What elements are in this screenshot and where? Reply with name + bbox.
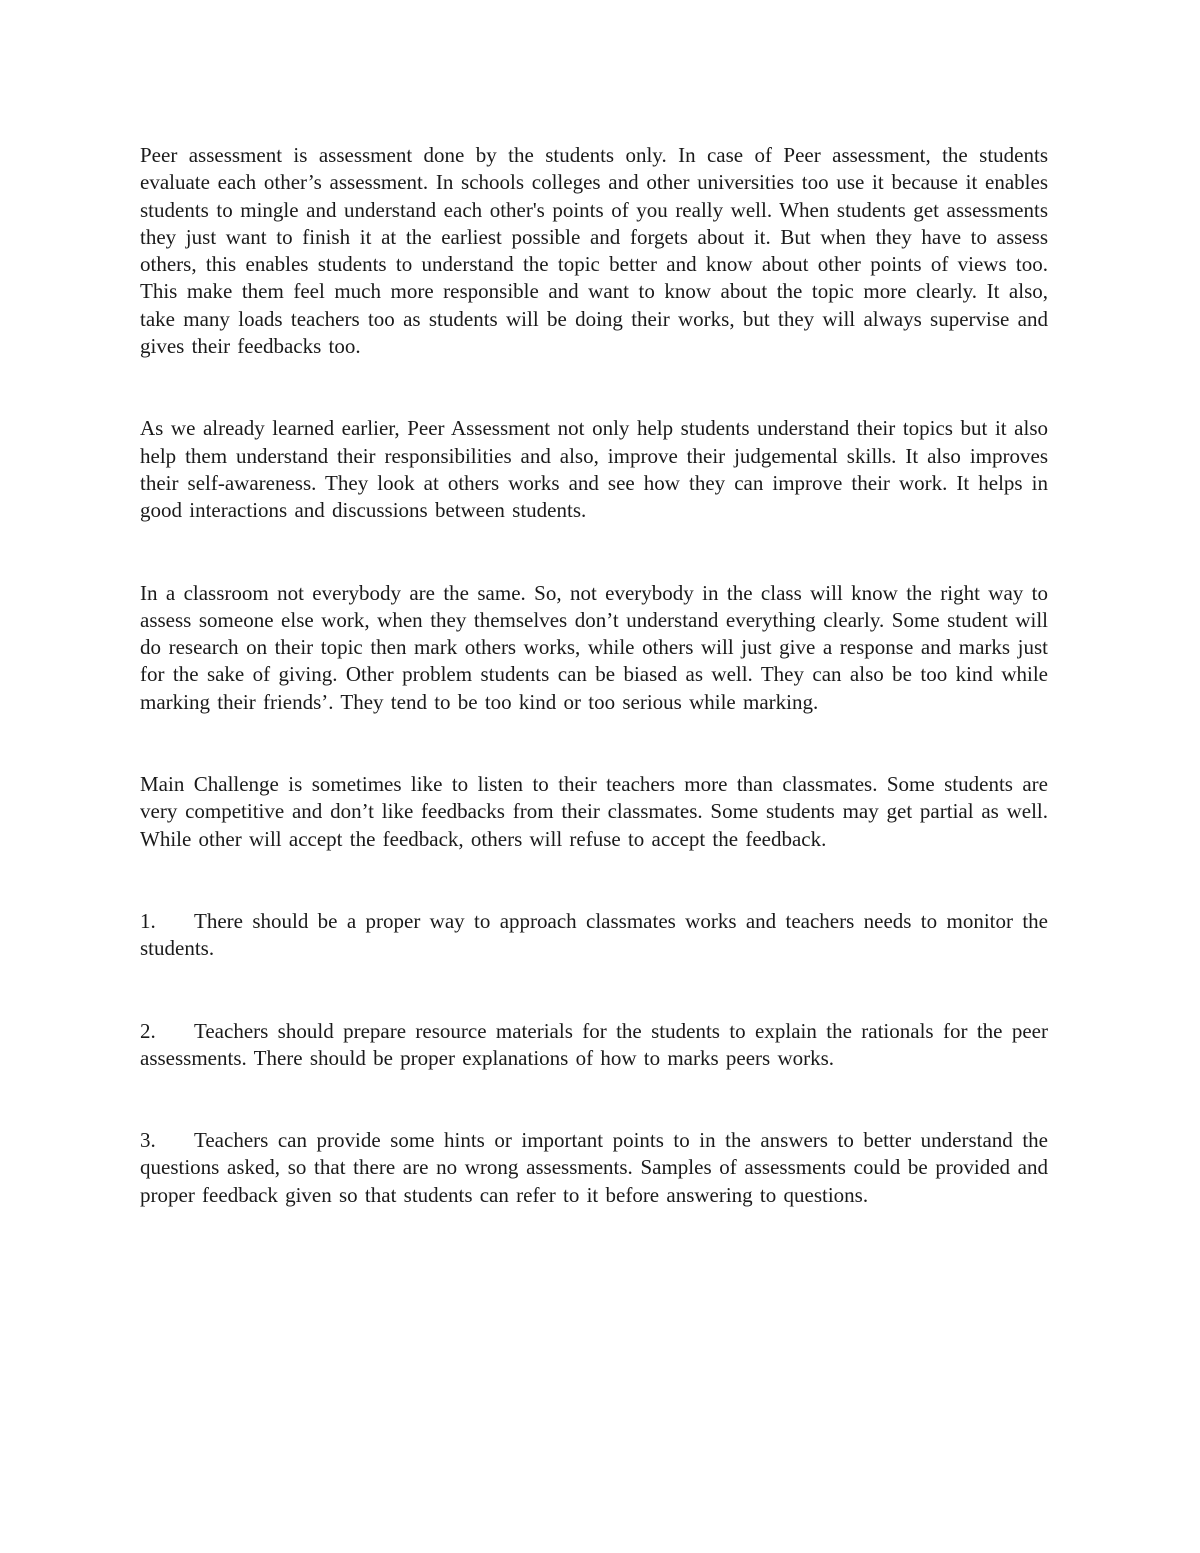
item-text: There should be a proper way to approach classmates works and teachers needs to monitor the students. (140, 908, 1048, 961)
item-text: Teachers can provide some hints or important points to in the answers to better understand the questions asked, so that there are no wrong assessments. Samples of assessments could be provided and proper feedback given so that students can refer to it before answering to questions. (140, 1128, 1048, 1207)
paragraph-gap (140, 716, 1048, 771)
paragraph-classroom-issues: In a classroom not everybody are the same. So, not everybody in the class will know the right way to assess someone else work, when they themselves don’t understand everything clearly. Some student will do research on their topic then mark others works, while others will just give a response and marks just for the sake of giving. Other problem students can be biased as well. They can also be too kind while marking their friends’. They tend to be too kind or too serious while marking. (140, 580, 1048, 714)
numbered-item-2 (140, 1018, 1048, 1073)
item-number: 2. (140, 1018, 156, 1043)
paragraph-benefits: As we already learned earlier, Peer Assessment not only help students understand their topics but it also help them understand their responsibilities and also, improve their judgemental skills. It also improves their self-awareness. They look at others works and see how they can improve their work. It helps in good interactions and discussions between students. (140, 416, 1048, 523)
item-number: 1. (140, 908, 156, 933)
paragraph-gap (140, 963, 1048, 1018)
numbered-item-1 (140, 908, 1048, 963)
paragraph-main-challenge: Main Challenge is sometimes like to listen to their teachers more than classmates. Some students are very competitive and don’t like feedbacks from their classmates. Some students may get partial as well. While other will accept the feedback, others will refuse to accept the feedback. (140, 772, 1048, 851)
paragraph-gap (140, 360, 1048, 415)
paragraph-gap (140, 1072, 1048, 1127)
item-number: 3. (140, 1128, 156, 1153)
paragraph-peer-assessment-intro: Peer assessment is assessment done by the students only. In case of Peer assessment, the students evaluate each other’s assessment. In schools colleges and other universities too use it because it enables students to mingle and understand each other's points of you really well. When students get assessments they just want to finish it at the earliest possible and forgets about it. But when they have to assess others, this enables students to understand the topic better and know about other points of views too. This make them feel much more responsible and want to know about the topic more clearly. It also, take many loads teachers too as students will be doing their works, but they will always supervise and gives their feedbacks too. (140, 143, 1048, 359)
item-text: Teachers should prepare resource materials for the students to explain the rationals for the peer assessments. There should be proper explanations of how to marks peers works. (140, 1018, 1048, 1070)
paragraph-gap (140, 525, 1048, 580)
paragraph-gap (140, 853, 1048, 908)
document-body (140, 142, 1048, 1209)
numbered-item-3 (140, 1127, 1048, 1209)
